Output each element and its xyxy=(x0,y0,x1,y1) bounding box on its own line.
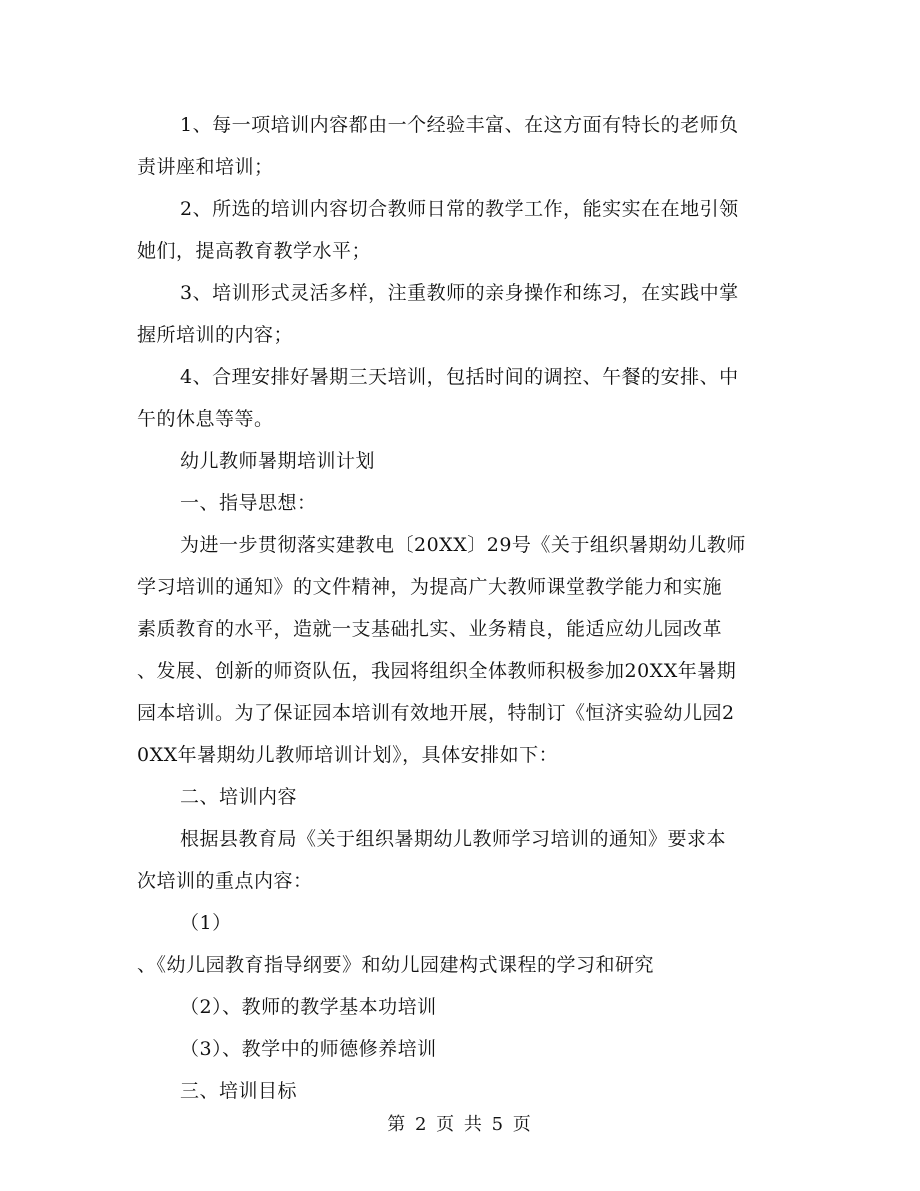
paragraph-line: 为进一步贯彻落实建教电〔20XX〕29号《关于组织暑期幼儿教师 xyxy=(180,534,746,556)
paragraph-line: 握所培训的内容； xyxy=(137,324,294,346)
heading-training-content: 二、培训内容 xyxy=(180,786,298,808)
paragraph-line: 她们，提高教育教学水平； xyxy=(137,240,372,262)
paragraph-line: 、发展、创新的师资队伍，我园将组织全体教师积极参加20XX年暑期 xyxy=(137,660,737,682)
paragraph-line: 园本培训。为了保证园本培训有效地开展，特制订《恒济实验幼儿园2 xyxy=(137,702,735,724)
paragraph-line: 3、培训形式灵活多样，注重教师的亲身操作和练习，在实践中掌 xyxy=(180,282,739,304)
paragraph-line: 4、合理安排好暑期三天培训，包括时间的调控、午餐的安排、中 xyxy=(180,366,739,388)
paragraph-line: 学习培训的通知》的文件精神，为提高广大教师课堂教学能力和实施 xyxy=(137,576,723,598)
paragraph-line: 0XX年暑期幼儿教师培训计划》，具体安排如下： xyxy=(137,744,559,766)
paragraph-line: 责讲座和培训； xyxy=(137,156,274,178)
paragraph-line: 根据县教育局《关于组织暑期幼儿教师学习培训的通知》要求本 xyxy=(180,828,727,850)
paragraph-line: 次培训的重点内容： xyxy=(137,870,313,892)
page-footer: 第 2 页 共 5 页 xyxy=(387,1114,533,1135)
list-item: （2）、教师的教学基本功培训 xyxy=(180,996,437,1018)
list-item-number: （1） xyxy=(180,912,232,934)
section-title: 幼儿教师暑期培训计划 xyxy=(180,450,376,472)
list-item: 、《幼儿园教育指导纲要》和幼儿园建构式课程的学习和研究 xyxy=(137,954,655,976)
heading-guiding-ideology: 一、指导思想： xyxy=(180,492,317,514)
paragraph-line: 1、每一项培训内容都由一个经验丰富、在这方面有特长的老师负 xyxy=(180,114,739,136)
paragraph-line: 午的休息等等。 xyxy=(137,408,274,430)
paragraph-line: 素质教育的水平，造就一支基础扎实、业务精良，能适应幼儿园改革 xyxy=(137,618,723,640)
heading-training-goals: 三、培训目标 xyxy=(180,1080,298,1102)
paragraph-line: 2、所选的培训内容切合教师日常的教学工作，能实实在在地引领 xyxy=(180,198,739,220)
list-item: （3）、教学中的师德修养培训 xyxy=(180,1038,437,1060)
